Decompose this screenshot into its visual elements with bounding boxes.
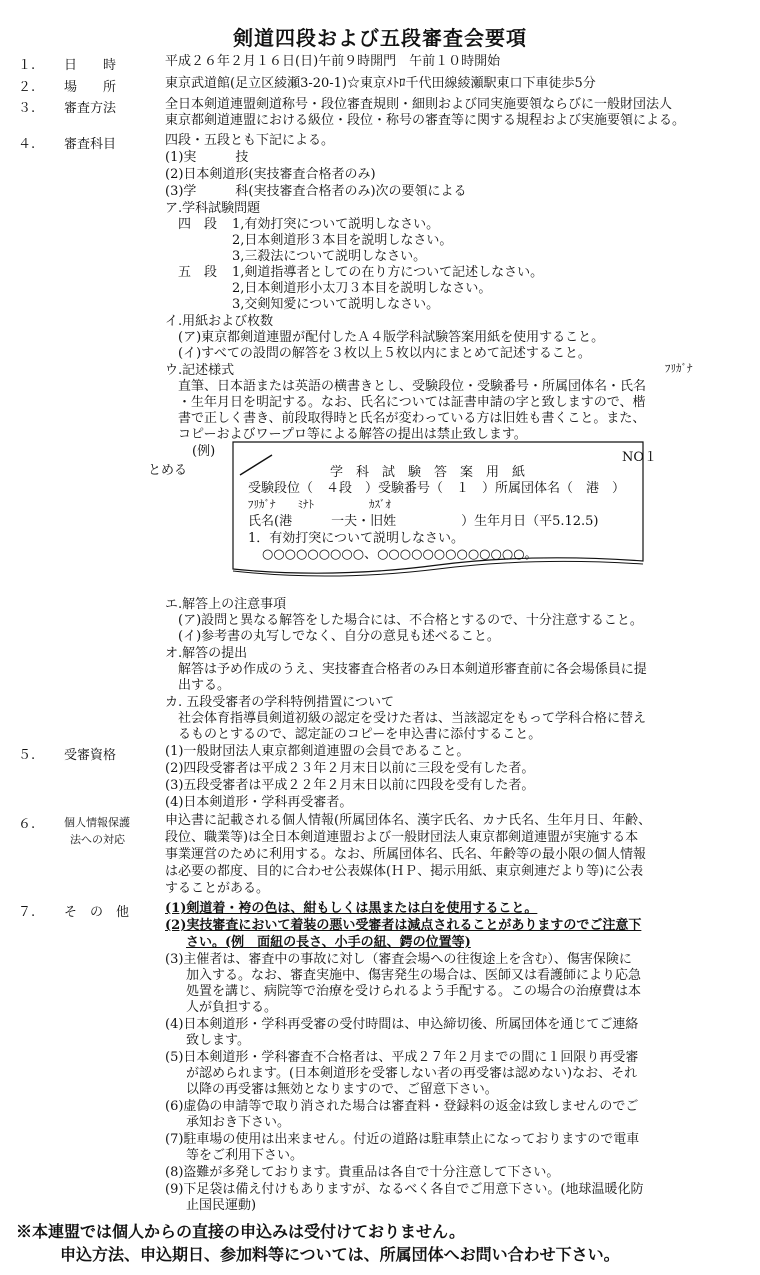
other-line: (5)日本剣道形・学科審査不合格者は、平成２７年２月までの間に１回限り再受審 xyxy=(165,1050,639,1065)
other-line: 加入する。なお、審査実施中、傷害発生の場合は、医師又は看護師により応急 xyxy=(186,968,642,983)
format-line: ・生年月日を明記する。なお、氏名については証書申請の字と致しますので、楷 xyxy=(178,395,646,410)
other-line: 止国民運動) xyxy=(186,1198,257,1213)
staple-label: とめる xyxy=(148,463,188,478)
question-item: 2,日本剣道形３本目を説明しなさい。 xyxy=(232,233,453,248)
privacy-line: 段位、職業等)は全日本剣道連盟および一般財団法人東京都剣道連盟が実施する本 xyxy=(165,830,639,845)
section-4-intro: 四段・五段とも下記による。 xyxy=(165,133,335,148)
other-line: 承知おき下さい。 xyxy=(186,1115,291,1130)
footer-inquiry: 申込方法、申込期日、参加料等については、所属団体へお問い合わせ下さい。 xyxy=(60,1245,620,1264)
section-5-heading: 受審資格 xyxy=(64,748,117,763)
other-line: (9)下足袋は備え付けもありますが、なるべく各自でご用意下さい。(地球温暖化防 xyxy=(165,1182,644,1197)
section-3-line: 東京都剣道連盟における級位・段位・称号の審査等に関する規程および実施要領による。 xyxy=(165,113,686,128)
sheet-furigana-row: ﾌﾘｶﾞﾅ ﾐﾅﾄ ｶｽﾞｵ xyxy=(248,498,391,511)
section-2-number: ２. xyxy=(18,80,36,95)
subject-item: (3)学 科(実技審査合格者のみ)次の要領による xyxy=(165,184,467,199)
example-label: (例) xyxy=(192,444,216,459)
other-line: 人が負担する。 xyxy=(186,1000,278,1015)
question-item: 3,交剣知愛について説明しなさい。 xyxy=(232,297,440,312)
other-line: (6)虚偽の申請等で取り消された場合は審査料・登録料の返金は致しませんのでご xyxy=(165,1099,639,1114)
other-line: 以降の再受審は無効となりますので、ご留意下さい。 xyxy=(186,1082,498,1097)
other-line: (7)駐車場の使用は出来ません。付近の道路は駐車禁止になっておりますので電車 xyxy=(165,1132,640,1147)
privacy-line: は必要の都度、目的に合わせ公表媒体(ＨＰ、掲示用紙、東京剣連だより等)に公表 xyxy=(165,864,644,879)
subject-item: (2)日本剣道形(実技審査合格者のみ) xyxy=(165,167,376,182)
section-7-number: ７. xyxy=(18,905,36,920)
section-2-line: 東京武道館(足立区綾瀬3-20-1)☆東京ﾒﾄﾛ千代田線綾瀬駅東口下車徒歩5分 xyxy=(165,76,596,91)
answer-note: (イ)参考書の丸写しでなく、自分の意見も述べること。 xyxy=(178,629,500,644)
eligibility-item: (3)五段受審者は平成２２年２月末日以前に四段を受有した者。 xyxy=(165,778,535,793)
subsection-e-title: エ.解答上の注意事項 xyxy=(165,597,287,612)
other-item-emphasis: (2)実技審査において着装の悪い受審者は減点されることがありますのでご注意下 xyxy=(165,918,642,933)
other-line: 処置を講じ、病院等で治療を受けられるよう手配する。この場合の治療費は本 xyxy=(186,984,642,999)
subsection-i-title: イ.用紙および枚数 xyxy=(165,314,274,329)
other-line: (8)盗難が多発しております。貴重品は各自で十分注意して下さい。 xyxy=(165,1165,560,1180)
eligibility-item: (4)日本剣道形・学科再受審者。 xyxy=(165,795,353,810)
format-line: 書で正しく書き、前段取得時と氏名が変わっている方は旧姓も書くこと。また、 xyxy=(178,411,646,426)
sheet-name-row: 氏名(港 一夫・旧姓 ）生年月日（平5.12.5) xyxy=(248,514,599,529)
section-4-number: ４. xyxy=(18,137,36,152)
other-line: (4)日本剣道形・学科再受審の受付時間は、申込締切後、所属団体を通じてご連絡 xyxy=(165,1017,639,1032)
section-6-heading: 個人情報保護 xyxy=(64,816,130,829)
exemption-line: るものとするので、認定証のコピーを申込書に添付すること。 xyxy=(178,727,542,742)
godan-label: 五 段 xyxy=(178,265,218,280)
other-line: が認められます。(日本剣道形を受審しない者の再受審は認めない)なお、それ xyxy=(186,1066,638,1081)
eligibility-item: (1)一般財団法人東京都剣道連盟の会員であること。 xyxy=(165,744,470,759)
section-1-line: 平成２６年２月１６日(日)午前９時開門 午前１０時開始 xyxy=(165,54,501,69)
sheet-title: 学 科 試 験 答 案 用 紙 xyxy=(330,465,526,480)
paper-rule: (ア)東京都剣道連盟が配付したＡ４版学科試験答案用紙を使用すること。 xyxy=(178,330,605,345)
other-line: 致します。 xyxy=(186,1033,250,1048)
sheet-answer-row: ○○○○○○○○○、○○○○○○○○○○○○○。 xyxy=(262,547,538,562)
eligibility-item: (2)四段受審者は平成２３年２月末日以前に三段を受有した者。 xyxy=(165,761,535,776)
section-5-number: ５. xyxy=(18,748,36,763)
other-line: (3)主催者は、審査中の事故に対し（審査会場への往復途上を含む）、傷害保険に xyxy=(165,952,632,967)
question-item: 1,剣道指導者としての在り方について記述しなさい。 xyxy=(232,265,544,280)
question-item: 3,三殺法について説明しなさい。 xyxy=(232,249,427,264)
privacy-line: 事業運営のために利用する。なお、所属団体名、氏名、年齢等の最小限の個人情報 xyxy=(165,847,647,862)
section-7-heading: そ の 他 xyxy=(64,905,130,920)
section-4-heading: 審査科目 xyxy=(64,137,117,152)
subsection-ka-title: カ. 五段受審者の学科特例措置について xyxy=(165,695,395,710)
subsection-o-title: オ.解答の提出 xyxy=(165,646,248,661)
section-3-line: 全日本剣道連盟剣道称号・段位審査規則・細則および同実施要領ならびに一般財団法人 xyxy=(165,97,673,112)
sheet-number: NO１ xyxy=(622,450,658,465)
subsection-u-title: ウ.記述様式 xyxy=(165,363,235,378)
answer-note: (ア)設問と異なる解答をした場合には、不合格とするので、十分注意すること。 xyxy=(178,613,643,628)
footer-notice: ※本連盟では個人からの直接の申込みは受付けておりません。 xyxy=(16,1222,465,1241)
other-item-emphasis: さい。(例 面紐の長さ、小手の紐、鍔の位置等) xyxy=(186,935,471,950)
section-6-number: ６. xyxy=(18,817,36,832)
sheet-row-grade: 受験段位（ ４段 ）受験番号（ １ ）所属団体名（ 港 ） xyxy=(248,481,626,496)
section-3-number: ３. xyxy=(18,101,36,116)
section-2-heading: 場 所 xyxy=(64,80,117,95)
yondan-label: 四 段 xyxy=(178,217,218,232)
paper-rule: (イ)すべての設問の解答を３枚以上５枚以内にまとめて記述すること。 xyxy=(178,346,591,361)
furigana-note: ﾌﾘｶﾞﾅ xyxy=(665,362,693,375)
staple-mark xyxy=(240,455,272,475)
section-1-heading: 日 時 xyxy=(64,58,117,73)
submission-line: 解答は予め作成のうえ、実技審査合格者のみ日本剣道形審査前に各会場係員に提 xyxy=(178,662,647,677)
privacy-line: 申込書に記載される個人情報(所属団体名、漢字氏名、カナ氏名、生年月日、年齢、 xyxy=(165,813,652,828)
question-item: 2,日本剣道形小太刀３本目を説明しなさい。 xyxy=(232,281,492,296)
privacy-line: することがある。 xyxy=(165,881,270,896)
format-line: 直筆、日本語または英語の横書きとし、受験段位・受験番号・所属団体名・氏名 xyxy=(178,379,647,394)
submission-line: 出する。 xyxy=(178,678,231,693)
exemption-line: 社会体育指導員剣道初級の認定を受けた者は、当該認定をもって学科合格に替え xyxy=(178,711,647,726)
other-line: 等をご利用下さい。 xyxy=(186,1148,304,1163)
section-1-number: １. xyxy=(18,58,36,73)
section-3-heading: 審査方法 xyxy=(64,101,117,116)
page-title: 剣道四段および五段審査会要項 xyxy=(233,26,527,50)
subsection-a-title: ア.学科試験問題 xyxy=(165,201,261,216)
sheet-question-row: 1．有効打突について説明しなさい。 xyxy=(248,531,465,546)
format-line: コピーおよびワープロ等による解答の提出は禁止致します。 xyxy=(178,427,527,442)
question-item: 1,有効打突について説明しなさい。 xyxy=(232,217,440,232)
other-item-emphasis: (1)剣道着・袴の色は、紺もしくは黒または白を使用すること。 xyxy=(165,901,538,916)
subject-item: (1)実 技 xyxy=(165,150,249,165)
section-6-heading-2: 法への対応 xyxy=(70,833,125,846)
